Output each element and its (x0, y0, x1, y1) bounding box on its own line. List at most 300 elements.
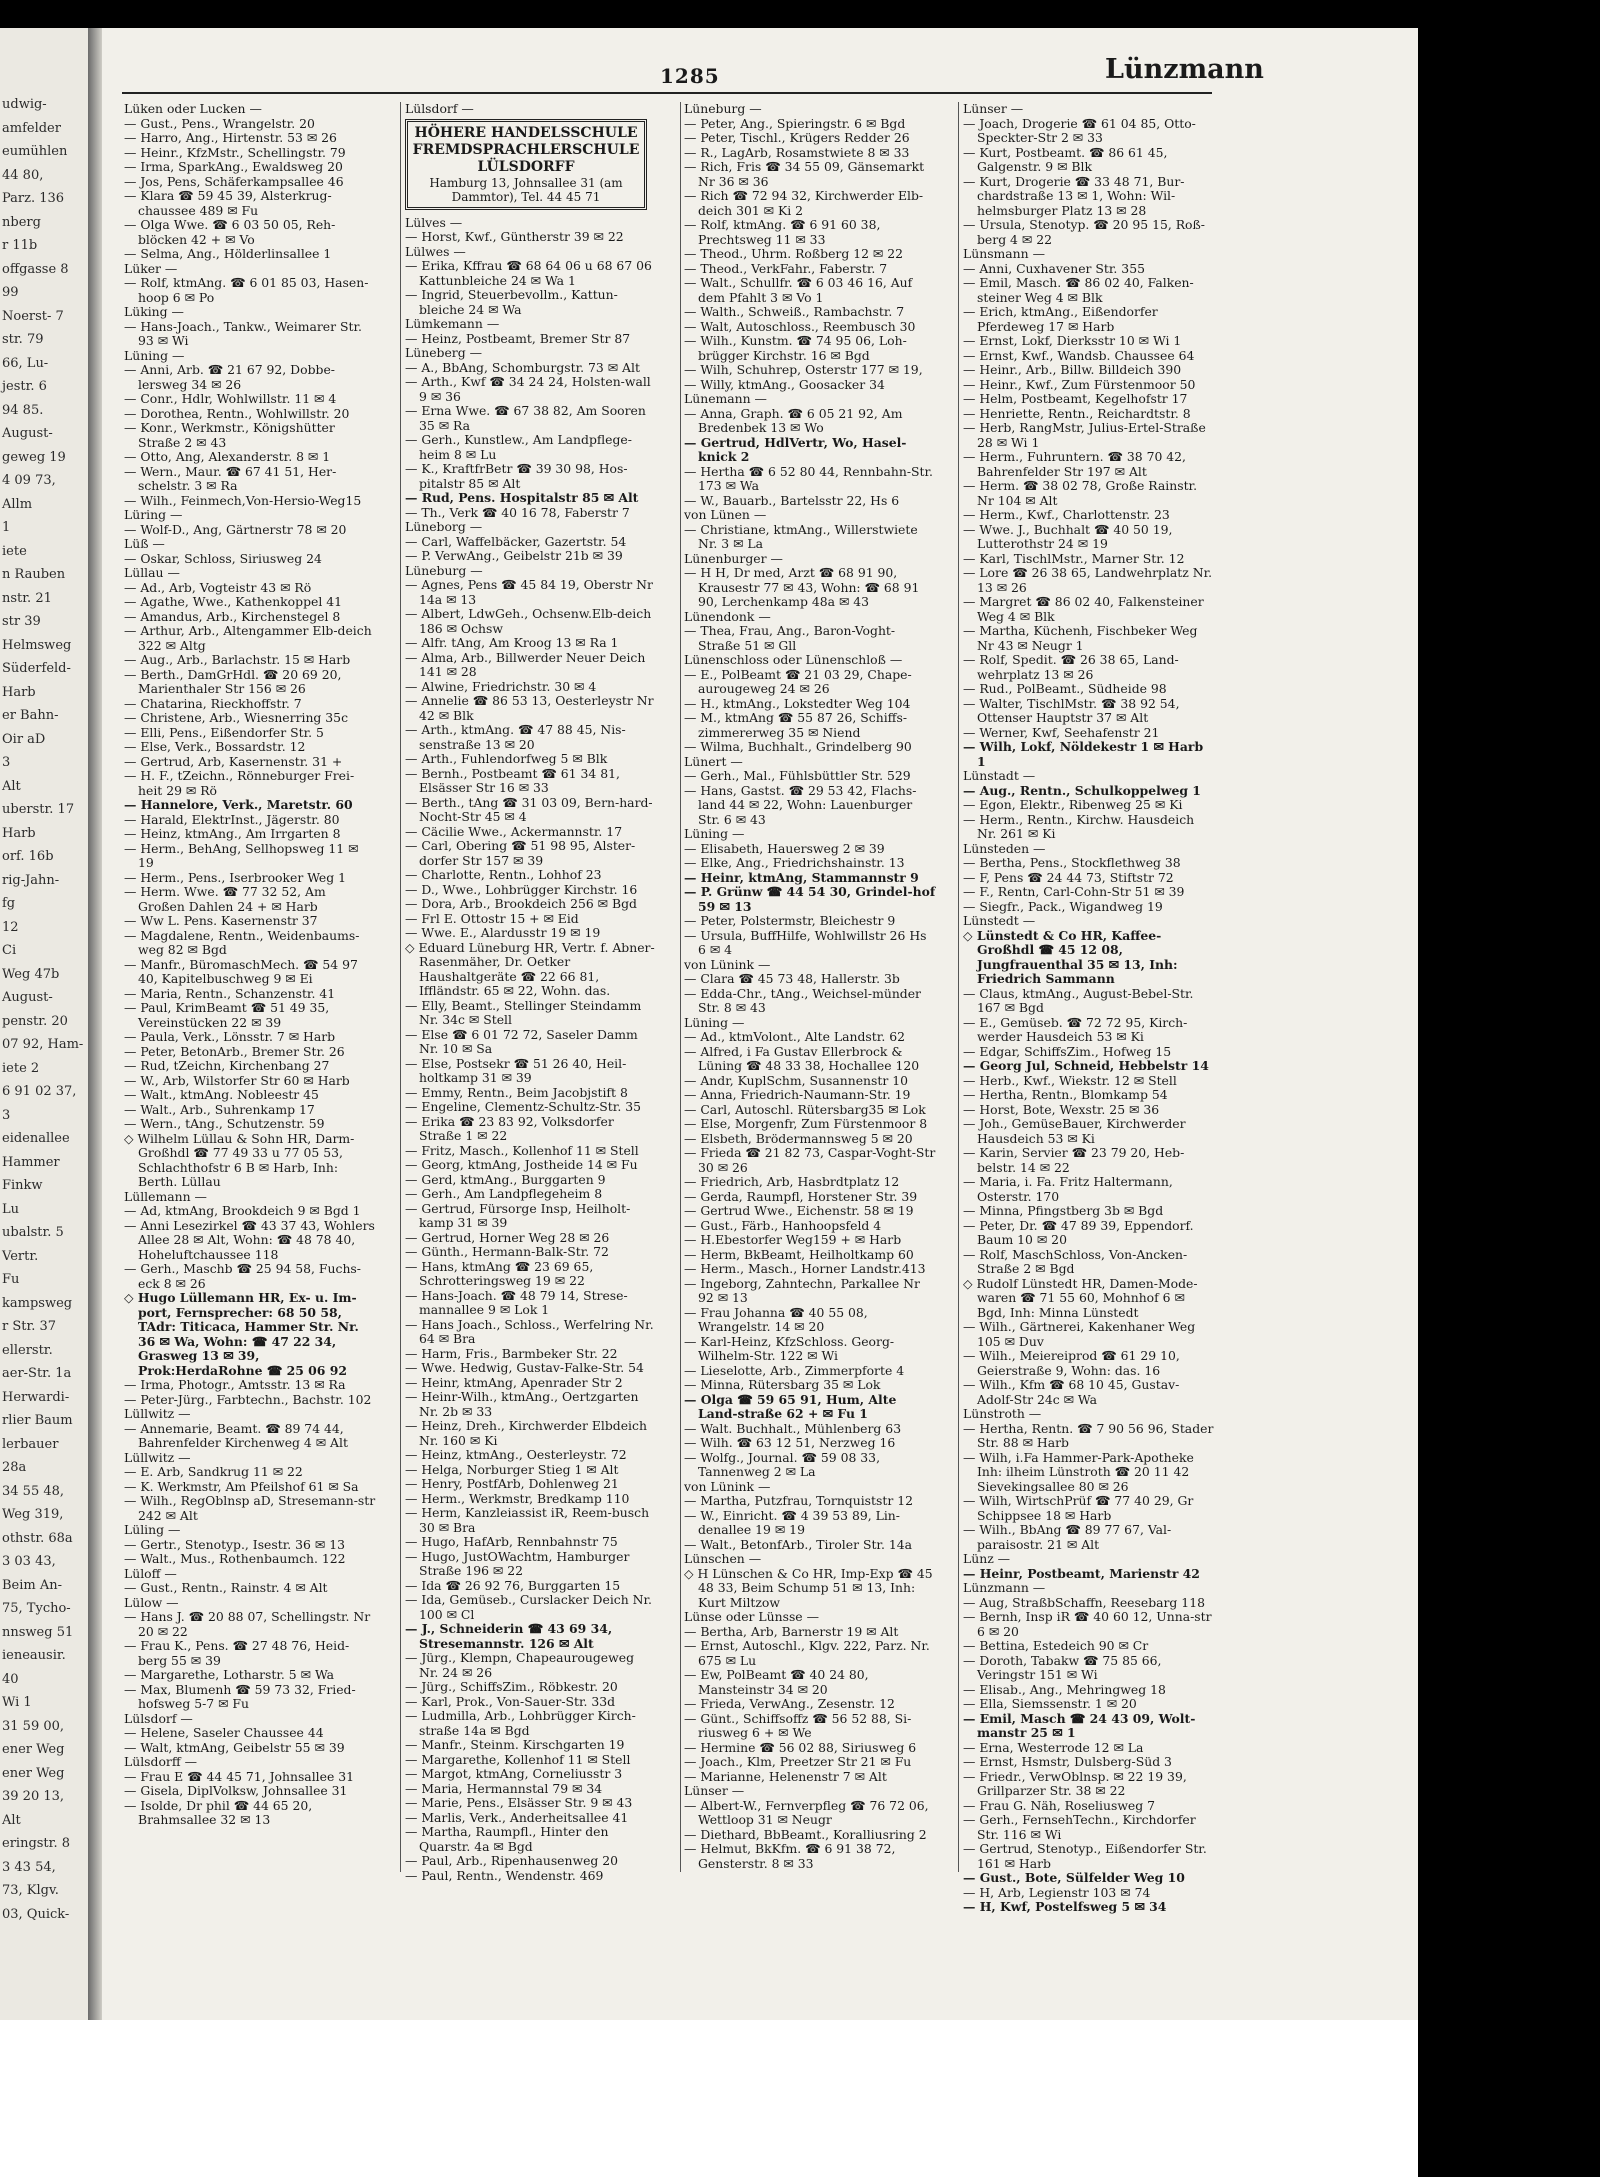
directory-entry: — Rud., PolBeamt., Südheide 98 (963, 681, 1167, 696)
directory-entry: — Rolf, ktmAng. ☎ 6 91 60 38, Prechtsweg 11 ✉ 33 (684, 217, 881, 247)
directory-entry: — Wilh, i.Fa Hammer-Park-Apotheke Inh: ilheim Lünstroth ☎ 20 11 42 Sievekingsallee 80 ✉ 26 (963, 1449, 1194, 1494)
directory-entry: — Minna, Pfingstberg 3b ✉ Bgd (963, 1203, 1164, 1218)
directory-entry: Lünendonk — (684, 608, 771, 624)
directory-entry: — Herm., Kwf., Charlottenstr. 23 (963, 507, 1170, 522)
directory-entry: — Ida, Gemüseb., Curslacker Deich Nr. 100 ✉ Cl (405, 1592, 652, 1622)
facing-page-text: Weg 319, (2, 1507, 64, 1522)
directory-entry: — Frau Johanna ☎ 40 55 08, Wrangelstr. 14 ✉ 20 (684, 1304, 868, 1334)
directory-entry: — Anni Lesezirkel ☎ 43 37 43, Wohlers Allee 28 ✉ Alt, Wohn: ☎ 48 78 40, Hoheluftchaussee 118 (124, 1217, 375, 1262)
facing-page-text: 40 (2, 1671, 19, 1687)
directory-entry: — K. Werkmstr, Am Pfeilshof 61 ✉ Sa (124, 1478, 359, 1494)
directory-entry: — Ad., Arb, Vogteistr 43 ✉ Rö (124, 579, 312, 595)
directory-entry: — Peter, Dr. ☎ 47 89 39, Eppendorf. Baum 10 ✉ 20 (963, 1217, 1194, 1247)
facing-page-text: Harb (2, 825, 36, 841)
directory-entry: — Herb, RangMstr, Julius-Ertel-Straße 28 ✉ Wi 1 (963, 420, 1206, 450)
directory-entry: — Hannelore, Verk., Maretstr. 60 (124, 797, 353, 812)
directory-entry: — Gust., Rentn., Rainstr. 4 ✉ Alt (124, 1580, 328, 1595)
directory-entry: — Clara ☎ 45 73 48, Hallerstr. 3b (684, 971, 900, 986)
directory-entry: — Martha, Raumpfl., Hinter den Quarstr. 4a ✉ Bgd (405, 1824, 609, 1854)
directory-entry: — Herm. ☎ 38 02 78, Große Rainstr. Nr 104 ✉ Alt (963, 478, 1198, 508)
directory-entry: — Arthur, Arb., Altengammer Elb-deich 322 ✉ Altg (124, 623, 372, 653)
directory-entry: — Jürg., Klempn, Chapeaurougeweg Nr. 24 ✉ 26 (405, 1650, 635, 1680)
directory-entry: — Helene, Saseler Chaussee 44 (124, 1725, 324, 1740)
directory-entry: — Hugo, JustOWachtm, Hamburger Straße 196 ✉ 22 (405, 1548, 630, 1578)
directory-entry: — Thea, Frau, Ang., Baron-Voght-Straße 51 ✉ Gll (684, 623, 896, 653)
directory-entry: — W., Arb, Wilstorfer Str 60 ✉ Harb (124, 1072, 350, 1088)
directory-entry: — Heinr-Wilh., ktmAng., Oertzgarten Nr. 2b ✉ 33 (405, 1389, 639, 1419)
directory-entry: — Agathe, Wwe., Kathenkoppel 41 (124, 594, 343, 609)
directory-entry: — Erna, Westerrode 12 ✉ La (963, 1739, 1144, 1755)
school-advertisement (405, 119, 647, 210)
facing-page-text: othstr. 68a (2, 1530, 73, 1546)
directory-entry: — Jürg., SchiffsZim., Röbkestr. 20 (405, 1679, 618, 1694)
directory-entry: — Harald, ElektrInst., Jägerstr. 80 (124, 811, 340, 827)
directory-entry: — Henriette, Rentn., Reichardtstr. 8 (963, 405, 1191, 421)
directory-entry: — Wilh, Lokf, Nöldekestr 1 ✉ Harb 1 (963, 739, 1204, 769)
directory-entry: — Else, Verk., Bossardstr. 12 (124, 739, 306, 754)
directory-entry: — Albert, LdwGeh., Ochsenw.Elb-deich 186 ✉ Ochsw (405, 606, 652, 636)
directory-entry: — Gerh., Maschb ☎ 25 94 58, Fuchs-eck 8 ✉ 26 (124, 1261, 361, 1291)
directory-entry: — Marie, Pens., Elsässer Str. 9 ✉ 43 (405, 1795, 633, 1810)
column-divider (680, 102, 681, 1872)
directory-entry: — Gust., Bote, Sülfelder Weg 10 (963, 1870, 1185, 1885)
facing-page-text: eidenallee (2, 1131, 70, 1146)
directory-entry: — Rich ☎ 72 94 32, Kirchwerder Elb-deich 301 ✉ Ki 2 (684, 188, 924, 218)
facing-page-text: rig-Jahn- (2, 872, 60, 888)
directory-entry: — Bertha, Arb, Barnerstr 19 ✉ Alt (684, 1623, 899, 1639)
directory-entry: — Heinz, Dreh., Kirchwerder Elbdeich Nr. 160 ✉ Ki (405, 1418, 647, 1448)
directory-entry: Lüker — (124, 260, 178, 276)
directory-entry: Lüllwitz — (124, 1449, 191, 1465)
directory-entry: Lünstadt — (963, 768, 1036, 783)
directory-entry: Lünz — (963, 1551, 1011, 1566)
directory-entry: — Gust., Pens., Wrangelstr. 20 (124, 115, 315, 131)
facing-page-text: r Str. 37 (2, 1319, 57, 1334)
directory-entry: — Paul, KrimBeamt ☎ 51 49 35, Vereinstücken 22 ✉ 39 (124, 1000, 330, 1030)
directory-entry: — Wwe. E., Alardusstr 19 ✉ 19 (405, 925, 601, 940)
directory-entry: — Gisela, DiplVolksw, Johnsallee 31 (124, 1783, 348, 1798)
directory-entry: — Wwe. J., Buchhalt ☎ 40 50 19, Lutterothstr 24 ✉ 19 (963, 521, 1173, 551)
directory-entry: — Carl, Waffelbäcker, Gazertstr. 54 (405, 533, 627, 549)
directory-entry: — Herm, BkBeamt, Heilholtkamp 60 (684, 1246, 914, 1262)
directory-entry: — Carl, Obering ☎ 51 98 95, Alster-dorfer Str 157 ✉ 39 (405, 838, 636, 868)
directory-entry: — R., LagArb, Rosamstwiete 8 ✉ 33 (684, 144, 910, 160)
directory-entry: — Walt., Mus., Rothenbaumch. 122 (124, 1551, 346, 1566)
directory-entry: Lüking — (124, 304, 184, 319)
directory-entry: — Marlis, Verk., Anderheitsallee 41 (405, 1809, 629, 1825)
directory-entry: — Hertha, Rentn., Blomkamp 54 (963, 1087, 1168, 1102)
directory-entry: — Günth., Hermann-Balk-Str. 72 (405, 1244, 609, 1259)
directory-entry: — Herm. Wwe. ☎ 77 32 52, Am Großen Dahlen 24 + ✉ Harb (124, 884, 326, 914)
directory-entry: — Ella, Siemssenstr. 1 ✉ 20 (963, 1696, 1137, 1711)
directory-entry: — Ludmilla, Arb., Lohbrügger Kirch-straße 14a ✉ Bgd (405, 1708, 636, 1738)
directory-entry: — Aug., Rentn., Schulkoppelweg 1 (963, 782, 1201, 798)
directory-entry: — E., Gemüseb. ☎ 72 72 95, Kirch-werder Hausdeich 53 ✉ Ki (963, 1014, 1188, 1044)
directory-entry: — Wern., Maur. ☎ 67 41 51, Her-schelstr. 3 ✉ Ra (124, 463, 337, 493)
directory-entry: — Gerh., Am Landpflegeheim 8 (405, 1186, 603, 1201)
scan-right-border (1418, 0, 1600, 2177)
directory-entry: — Lieselotte, Arb., Zimmerpforte 4 (684, 1362, 905, 1378)
directory-entry: — Walt., Schullfr. ☎ 6 03 46 16, Auf dem Pfahlt 3 ✉ Vo 1 (684, 275, 913, 305)
directory-entry: Lünse oder Lünsse — (684, 1609, 819, 1624)
facing-page-text: 34 55 48, (2, 1483, 65, 1499)
directory-entry: — Heinz, ktmAng., Am Irrgarten 8 (124, 826, 341, 841)
directory-entry: — Walt. Buchhalt., Mühlenberg 63 (684, 1420, 902, 1436)
directory-entry: — Theod., Uhrm. Roßberg 12 ✉ 22 (684, 246, 904, 261)
directory-entry: Lümkemann — (405, 316, 500, 331)
directory-entry: Lüneburg — (405, 562, 483, 578)
directory-entry: — Heinr, ktmAng, Apenrader Str 2 (405, 1374, 623, 1390)
directory-entry: — Else, Postsekr ☎ 51 26 40, Heil-holtkamp 31 ✉ 39 (405, 1055, 627, 1085)
facing-page-text: 31 59 00, (2, 1718, 65, 1734)
directory-entry: — Theod., VerkFahr., Faberstr. 7 (684, 260, 888, 276)
facing-page-text: udwig- (2, 97, 47, 112)
facing-page-text: str 39 (2, 614, 41, 629)
facing-page-text: 39 20 13, (2, 1789, 65, 1804)
facing-page-text: August- (2, 990, 53, 1005)
directory-entry: — Frau E ☎ 44 45 71, Johnsallee 31 (124, 1768, 354, 1784)
directory-entry: — Erna Wwe. ☎ 67 38 82, Am Sooren 35 ✉ Ra (405, 403, 646, 433)
directory-entry: ◇ Rudolf Lünstedt HR, Damen-Mode-waren ☎ 71 55 60, Mohnhof 6 ✉ Bgd, Inh: Minna Lünstedt (963, 1275, 1198, 1320)
facing-page-text: eumühlen (2, 144, 68, 159)
directory-entry: — H., ktmAng., Lokstedter Weg 104 (684, 695, 911, 711)
directory-entry: — Helga, Norburger Stieg 1 ✉ Alt (405, 1461, 619, 1477)
directory-entry: — W., Bauarb., Bartelsstr 22, Hs 6 (684, 492, 900, 508)
directory-entry: — Gertrud, Fürsorge Insp, Heilholt-kamp 31 ✉ 39 (405, 1200, 631, 1230)
facing-page-text: 3 (2, 755, 11, 770)
directory-entry: Lüning — (124, 347, 185, 363)
directory-entry: — Willy, ktmAng., Goosacker 34 (684, 376, 885, 392)
facing-page-text: 3 03 43, (2, 1554, 56, 1569)
directory-entry: — Carl, Autoschl. Rütersbarg35 ✉ Lok (684, 1101, 926, 1117)
column-4 (963, 101, 1215, 1914)
facing-page-text: Finkw (2, 1178, 43, 1193)
facing-page-text: Harb (2, 684, 36, 700)
directory-entry: — Heinz, ktmAng., Oesterleystr. 72 (405, 1447, 627, 1462)
directory-entry: ◇ Hugo Lüllemann HR, Ex- u. Im-port, Fernsprecher: 68 50 58, TAdr: Titicaca, Hammer Str. Nr. 36 ✉ Wa, Wohn: ☎ 47 22 34, Grasweg 13 ✉ 39, Prok:HerdaRohne ☎ 25 06 92 (124, 1290, 359, 1378)
directory-entry: — Bettina, Estedeich 90 ✉ Cr (963, 1638, 1149, 1653)
facing-page-text: jestr. 6 (2, 379, 47, 394)
facing-page-text: fg (2, 896, 16, 911)
directory-entry: — Rud, Pens. Hospitalstr 85 ✉ Alt (405, 490, 639, 505)
directory-entry: — Hans Joach., Schloss., Werfelring Nr. 64 ✉ Bra (405, 1316, 654, 1346)
directory-entry: — Margot, ktmAng, Corneliusstr 3 (405, 1766, 623, 1781)
directory-entry: — Else, Morgenfr, Zum Fürstenmoor 8 (684, 1116, 928, 1131)
facing-page-text: geweg 19 (2, 449, 66, 465)
directory-entry: — Manfr., Steinm. Kirschgarten 19 (405, 1737, 625, 1752)
directory-entry: — Alwine, Friedrichstr. 30 ✉ 4 (405, 678, 597, 694)
directory-entry: — Gertrud, Stenotyp., Eißendorfer Str. 161 ✉ Harb (963, 1841, 1207, 1871)
directory-entry: — Ernst, Hsmstr, Dulsberg-Süd 3 (963, 1754, 1172, 1769)
directory-entry: — Ww L. Pens. Kasernenstr 37 (124, 913, 318, 928)
directory-entry: — Herm., BehAng, Sellhopsweg 11 ✉ 19 (124, 840, 359, 870)
directory-entry: — Ad, ktmAng, Brookdeich 9 ✉ Bgd 1 (124, 1203, 361, 1218)
directory-entry: — Wwe. Hedwig, Gustav-Falke-Str. 54 (405, 1360, 644, 1375)
directory-entry: ◇ H Lünschen & Co HR, Imp-Exp ☎ 45 48 33, Beim Schump 51 ✉ 13, Inh: Kurt Miltzow (684, 1565, 933, 1610)
column-2 (405, 101, 657, 1883)
column-divider (400, 102, 401, 1872)
directory-entry: — Wilh., BbAng ☎ 89 77 67, Val-paraisostr. 21 ✉ Alt (963, 1522, 1172, 1552)
facing-page-text: ener Weg (2, 1765, 65, 1781)
directory-entry: Lünstroth — (963, 1406, 1042, 1421)
directory-entry: Lünser — (963, 101, 1024, 116)
directory-entry: — Heinr., Kwf., Zum Fürstenmoor 50 (963, 376, 1196, 392)
directory-entry: — Gertrud, Horner Weg 28 ✉ 26 (405, 1229, 610, 1245)
directory-entry: — Elli, Pens., Eißendorfer Str. 5 (124, 724, 324, 740)
directory-entry: — Ernst, Kwf., Wandsb. Chaussee 64 (963, 347, 1195, 363)
column-divider (958, 102, 959, 1872)
directory-entry: — Walt., BetonfArb., Tiroler Str. 14a (684, 1536, 913, 1552)
directory-entry: — Frau K., Pens. ☎ 27 48 76, Heid-berg 55 ✉ 39 (124, 1638, 350, 1668)
directory-entry: Lüß — (124, 536, 165, 551)
directory-entry: — Marianne, Helenenstr 7 ✉ Alt (684, 1768, 887, 1784)
book-gutter (88, 28, 102, 2020)
directory-entry: — Annelie ☎ 86 53 13, Oesterleystr Nr 42 ✉ Blk (405, 693, 654, 723)
directory-entry: — Rolf, ktmAng. ☎ 6 01 85 03, Hasen-hoop 6 ✉ Po (124, 275, 369, 305)
directory-entry: Lünemann — (684, 391, 767, 406)
directory-entry: — Else ☎ 6 01 72 72, Saseler Damm Nr. 10 ✉ Sa (405, 1026, 638, 1056)
directory-entry: — Helm, Postbeamt, Kegelhofstr 17 (963, 391, 1188, 406)
directory-entry: — Selma, Ang., Hölderlinsallee 1 (124, 246, 332, 261)
directory-entry: — Wolf-D., Ang, Gärtnerstr 78 ✉ 20 (124, 521, 347, 537)
directory-entry: — Albert-W., Fernverpfleg ☎ 76 72 06, Wettloop 31 ✉ Neugr (684, 1797, 929, 1827)
directory-entry: — Peter, BetonArb., Bremer Str. 26 (124, 1043, 345, 1059)
directory-entry: von Lünink — (684, 1478, 771, 1494)
directory-entry: — Claus, ktmAng., August-Bebel-Str. 167 ✉ Bgd (963, 985, 1194, 1015)
directory-entry: — Herm., Masch., Horner Landstr.413 (684, 1261, 926, 1276)
directory-entry: — Gertr., Stenotyp., Isestr. 36 ✉ 13 (124, 1536, 345, 1552)
directory-entry: — Anni, Cuxhavener Str. 355 (963, 260, 1145, 276)
facing-page-text: ieneausir. (2, 1648, 66, 1663)
facing-page-text: 12 (2, 919, 19, 935)
directory-entry: — Frau G. Näh, Roseliusweg 7 (963, 1797, 1156, 1813)
directory-entry: — Bertha, Pens., Stockflethweg 38 (963, 855, 1181, 870)
column-heading: Lülsdorf — (405, 101, 474, 116)
facing-page-text: Vertr. (2, 1248, 39, 1264)
directory-entry: — Maria, Hermannstal 79 ✉ 34 (405, 1780, 603, 1796)
directory-entry: — Gerh., Kunstlew., Am Landpflege-heim 8 ✉ Lu (405, 432, 632, 462)
directory-entry: — M., ktmAng ☎ 55 87 26, Schiffs-zimmererweg 35 ✉ Niend (684, 710, 908, 740)
directory-entry: — Walt, ktmAng, Geibelstr 55 ✉ 39 (124, 1739, 345, 1755)
facing-page-text: nberg (2, 214, 41, 230)
directory-entry: — Fritz, Masch., Kollenhof 11 ✉ Stell (405, 1142, 639, 1158)
facing-page-text: 94 85. (2, 402, 44, 418)
directory-entry: — Horst, Bote, Wexstr. 25 ✉ 36 (963, 1101, 1160, 1117)
directory-entry: — Annemarie, Beamt. ☎ 89 74 44, Bahrenfelder Kirchenweg 4 ✉ Alt (124, 1420, 348, 1450)
column-3 (684, 102, 936, 1872)
directory-entry: — Magdalene, Rentn., Weidenbaums-weg 82 ✉ Bgd (124, 927, 360, 957)
directory-entry: — Ida ☎ 26 92 76, Burggarten 15 (405, 1577, 621, 1593)
directory-entry: — Heinr., Arb., Billw. Billdeich 390 (963, 362, 1182, 377)
directory-entry: — Aug, StraßbSchaffn, Reesebarg 118 (963, 1594, 1205, 1610)
facing-page-text: Helmsweg (2, 637, 72, 653)
facing-page-text: ener Weg (2, 1742, 65, 1757)
facing-page-text: Wi 1 (2, 1695, 32, 1710)
facing-page-text: 28a (2, 1460, 27, 1475)
directory-entry: Lülwes — (405, 243, 466, 259)
directory-entry: — Hertha, Rentn. ☎ 7 90 56 96, Stader Str. 88 ✉ Harb (963, 1420, 1214, 1450)
directory-entry: — Otto, Ang, Alexanderstr. 8 ✉ 1 (124, 449, 331, 464)
directory-entry: — Irma, SparkAng., Ewaldsweg 20 (124, 159, 343, 174)
directory-entry: — Karl, Prok., Von-Sauer-Str. 33d (405, 1693, 616, 1709)
directory-entry: — Olga ☎ 59 65 91, Hum, Alte Land-straße 62 + ✉ Fu 1 (684, 1391, 897, 1421)
directory-entry: — Herm., Werkmstr, Bredkamp 110 (405, 1490, 630, 1506)
directory-entry: — Wilh., Feinmech,Von-Hersio-Weg15 (124, 492, 362, 508)
facing-page-text: Oir aD (2, 731, 46, 747)
directory-entry: — H, Kwf, Postelfsweg 5 ✉ 34 (963, 1899, 1167, 1914)
directory-entry: — Margarethe, Kollenhof 11 ✉ Stell (405, 1751, 631, 1767)
directory-entry: — Wolfg., Journal. ☎ 59 08 33, Tannenweg 2 ✉ La (684, 1449, 881, 1479)
directory-entry: Lüllwitz — (124, 1406, 191, 1421)
directory-entry: — Joach., Klm, Preetzer Str 21 ✉ Fu (684, 1754, 912, 1769)
directory-entry: — Herm., Rentn., Kirchw. Hausdeich Nr. 261 ✉ Ki (963, 811, 1195, 841)
directory-entry: Lüllemann — (124, 1188, 207, 1204)
directory-entry: — Wilh., Meiereiprod ☎ 61 29 10, Geierstraße 9, Wohn: das. 16 (963, 1348, 1180, 1378)
directory-entry: — Frl E. Ottostr 15 + ✉ Eid (405, 910, 579, 926)
directory-entry: — Paula, Verk., Lönsstr. 7 ✉ Harb (124, 1029, 336, 1044)
directory-entry: — Harm, Fris., Barmbeker Str. 22 (405, 1345, 618, 1361)
directory-entry: Lünenburger — (684, 550, 783, 566)
facing-page-text: Hammer (2, 1154, 60, 1170)
directory-entry: — H, Arb, Legienstr 103 ✉ 74 (963, 1884, 1151, 1900)
directory-entry: — Anna, Graph. ☎ 6 05 21 92, Am Bredenbek 13 ✉ Wo (684, 405, 903, 435)
directory-entry: — Ernst, Lokf, Dierksstr 10 ✉ Wi 1 (963, 333, 1182, 348)
column-1 (124, 102, 376, 1872)
facing-page-text: 73, Klgv. (2, 1883, 59, 1898)
directory-entry: — Hans, ktmAng ☎ 23 69 65, Schrotteringsweg 19 ✉ 22 (405, 1258, 594, 1288)
directory-entry: — Henry, PostfArb, Dohlenweg 21 (405, 1476, 619, 1491)
directory-entry: Lüneberg — (405, 345, 482, 360)
facing-page-text: amfelder (2, 120, 61, 136)
directory-entry: — Hans-Joach. ☎ 48 79 14, Strese-mannallee 9 ✉ Lok 1 (405, 1287, 628, 1317)
directory-entry: Lüllau — (124, 565, 180, 580)
facing-page-text: 75, Tycho- (2, 1601, 71, 1616)
directory-entry: — Heinz, Postbeamt, Bremer Str 87 (405, 330, 631, 346)
directory-entry: — Aug., Arb., Barlachstr. 15 ✉ Harb (124, 652, 351, 667)
directory-entry: — Kurt, Postbeamt. ☎ 86 61 45, Galgenstr. 9 ✉ Blk (963, 144, 1168, 174)
directory-entry: — Olga Wwe. ☎ 6 03 50 05, Reh-blöcken 42 + ✉ Vo (124, 217, 336, 247)
directory-entry: — Georg Jul, Schneid, Hebbelstr 14 (963, 1058, 1209, 1073)
directory-entry: — Martha, Küchenh, Fischbeker Weg Nr 43 ✉ Neugr 1 (963, 623, 1198, 653)
directory-entry: — Christiane, ktmAng., Willerstwiete Nr. 3 ✉ La (684, 521, 918, 551)
directory-entry: — Hugo, HafArb, Rennbahnstr 75 (405, 1534, 618, 1549)
facing-page-text: 66, Lu- (2, 355, 49, 371)
directory-entry: Lüring — (124, 507, 183, 522)
scan-bottom-margin (0, 2020, 1418, 2177)
directory-entry: Lülow — (124, 1594, 179, 1610)
directory-entry: — Peter, Polstermstr, Bleichestr 9 (684, 913, 896, 928)
directory-entry: Lünsmann — (963, 246, 1045, 261)
directory-entry: Lüken oder Lucken — (124, 101, 262, 116)
directory-entry: — Dorothea, Rentn., Wohlwillstr. 20 (124, 405, 350, 421)
directory-entry: — Karin, Servier ☎ 23 79 20, Heb-belstr. 14 ✉ 22 (963, 1145, 1185, 1175)
facing-page-fragment (0, 28, 88, 2020)
directory-entry: — Frieda ☎ 21 82 73, Caspar-Voght-Str 30 ✉ 26 (684, 1145, 936, 1175)
directory-entry: — Helmut, BkKfm. ☎ 6 91 38 72, Gensterstr. 8 ✉ 33 (684, 1841, 896, 1871)
directory-entry: — Werner, Kwf, Seehafenstr 21 (963, 724, 1160, 740)
directory-entry: — Maria, Rentn., Schanzenstr. 41 (124, 985, 336, 1001)
running-head: Lünzmann (1105, 54, 1264, 85)
facing-page-text: Alt (2, 778, 21, 794)
directory-entry: — Herm., Fuhruntern. ☎ 38 70 42, Bahrenfelder Str 197 ✉ Alt (963, 449, 1186, 479)
directory-entry: — Erika, Kffrau ☎ 68 64 06 u 68 67 06 Kattunbleiche 24 ✉ Wa 1 (405, 258, 652, 288)
facing-page-text: nstr. 21 (2, 590, 52, 606)
directory-entry: — Ursula, BuffHilfe, Wohlwillstr 26 Hs 6 ✉ 4 (684, 927, 927, 957)
directory-entry: — Wilh., Kfm ☎ 68 10 45, Gustav-Adolf-Str 24c ✉ Wa (963, 1377, 1180, 1407)
facing-page-text: str. 79 (2, 332, 44, 347)
directory-entry: — Maria, i. Fa. Fritz Haltermann, Osterstr. 170 (963, 1174, 1173, 1204)
facing-page-text: 99 (2, 285, 19, 300)
directory-entry: — Gust., Färb., Hanhoopsfeld 4 (684, 1217, 882, 1233)
directory-entry: — Peter-Jürg., Farbtechn., Bachstr. 102 (124, 1391, 372, 1407)
directory-entry: — Heinr, Postbeamt, Marienstr 42 (963, 1565, 1200, 1581)
facing-page-text: rlier Baum (2, 1413, 73, 1428)
ad-title-line-3: LÜLSDORFF (477, 158, 575, 175)
facing-page-text: August- (2, 426, 53, 441)
directory-entry: — Berth., tAng ☎ 31 03 09, Bern-hard-Nocht-Str 45 ✉ 4 (405, 794, 653, 824)
directory-entry: — Walt, Autoschloss., Reembusch 30 (684, 318, 916, 334)
directory-entry: — Dora, Arb., Brookdeich 256 ✉ Bgd (405, 896, 637, 911)
directory-entry: — Wilma, Buchhalt., Grindelberg 90 (684, 739, 912, 754)
facing-page-text: er Bahn- (2, 708, 59, 723)
directory-entry: — E. Arb, Sandkrug 11 ✉ 22 (124, 1464, 303, 1479)
directory-entry: — Edda-Chr., tAng., Weichsel-münder Str. 8 ✉ 43 (684, 985, 921, 1015)
directory-entry: — Gertrud, Arb, Kasernenstr. 31 + (124, 753, 343, 769)
directory-entry: — Doroth, Tabakw ☎ 75 85 66, Veringstr 151 ✉ Wi (963, 1652, 1162, 1682)
directory-entry: — Konr., Werkmstr., Königshütter Straße 2 ✉ 43 (124, 420, 335, 450)
directory-entry: — Diethard, BbBeamt., Koralliusring 2 (684, 1826, 927, 1842)
directory-entry: ◇ Lünstedt & Co HR, Kaffee-Großhdl ☎ 45 12 08, Jungfrauenthal 35 ✉ 13, Inh: Friedrich Sammann (963, 927, 1178, 986)
directory-entry: — Arth., Kwf ☎ 34 24 24, Holsten-wall 9 ✉ 36 (405, 374, 651, 404)
facing-page-text: Alt (2, 1812, 21, 1828)
directory-entry: — Hermine ☎ 56 02 88, Siriusweg 6 (684, 1739, 917, 1755)
directory-entry: — Paul, Arb., Ripenhausenweg 20 (405, 1853, 619, 1868)
directory-entry: — Charlotte, Rentn., Lohhof 23 (405, 867, 602, 882)
directory-entry: Lüning — (684, 1014, 745, 1030)
directory-entry: — Gertrud Wwe., Eichenstr. 58 ✉ 19 (684, 1203, 914, 1218)
directory-entry: — Gerh., FernsehTechn., Kirchdorfer Str. 116 ✉ Wi (963, 1812, 1196, 1842)
directory-entry: Lülsdorf — (124, 1710, 193, 1726)
directory-entry: — Edgar, SchiffsZim., Hofweg 15 (963, 1043, 1172, 1059)
directory-entry: — Ingeborg, Zahntechn, Parkallee Nr 92 ✉ 13 (684, 1275, 920, 1305)
facing-page-text: Süderfeld- (2, 661, 71, 676)
facing-page-text: Allm (2, 496, 33, 512)
directory-entry: — Hertha ☎ 6 52 80 44, Rennbahn-Str. 173 ✉ Wa (684, 463, 933, 493)
directory-entry: Lüloff — (124, 1565, 177, 1581)
header-rule (122, 92, 1212, 94)
facing-page-text: Beim An- (2, 1577, 63, 1593)
directory-entry: — Wilh. ☎ 63 12 51, Nerzweg 16 (684, 1435, 896, 1450)
facing-page-text: Lu (2, 1201, 20, 1217)
directory-entry: — Emil, Masch. ☎ 86 02 40, Falken-steiner Weg 4 ✉ Blk (963, 275, 1194, 305)
facing-page-text: n Rauben (2, 567, 66, 582)
directory-entry: — P. VerwAng., Geibelstr 21b ✉ 39 (405, 548, 623, 563)
directory-entry: — Karl-Heinz, KfzSchloss. Georg-Wilhelm-Str. 122 ✉ Wi (684, 1333, 895, 1363)
directory-entry: — Anni, Arb. ☎ 21 67 92, Dobbe-lersweg 34 ✉ 26 (124, 362, 335, 392)
page-number: 1285 (660, 64, 720, 88)
directory-entry: — Ad., ktmVolont., Alte Landstr. 62 (684, 1029, 905, 1044)
directory-entry: Lüneborg — (405, 519, 483, 534)
facing-page-text: penstr. 20 (2, 1013, 68, 1029)
directory-entry: — F., Rentn, Carl-Cohn-Str 51 ✉ 39 (963, 884, 1185, 899)
facing-page-text: 4 09 73, (2, 473, 56, 488)
directory-entry: — Harro, Ang., Hirtenstr. 53 ✉ 26 (124, 130, 337, 145)
directory-entry: — Gerda, Raumpfl, Horstener Str. 39 (684, 1188, 918, 1204)
directory-entry: — Elke, Ang., Friedrichshainstr. 13 (684, 855, 905, 870)
directory-entry: — H H, Dr med, Arzt ☎ 68 91 90, Krausestr 77 ✉ 43, Wohn: ☎ 68 91 90, Lerchenkamp 48a ✉ 43 (684, 565, 920, 609)
directory-entry: — Christene, Arb., Wiesnerring 35c (124, 710, 349, 725)
facing-page-text: 44 80, (2, 167, 44, 183)
